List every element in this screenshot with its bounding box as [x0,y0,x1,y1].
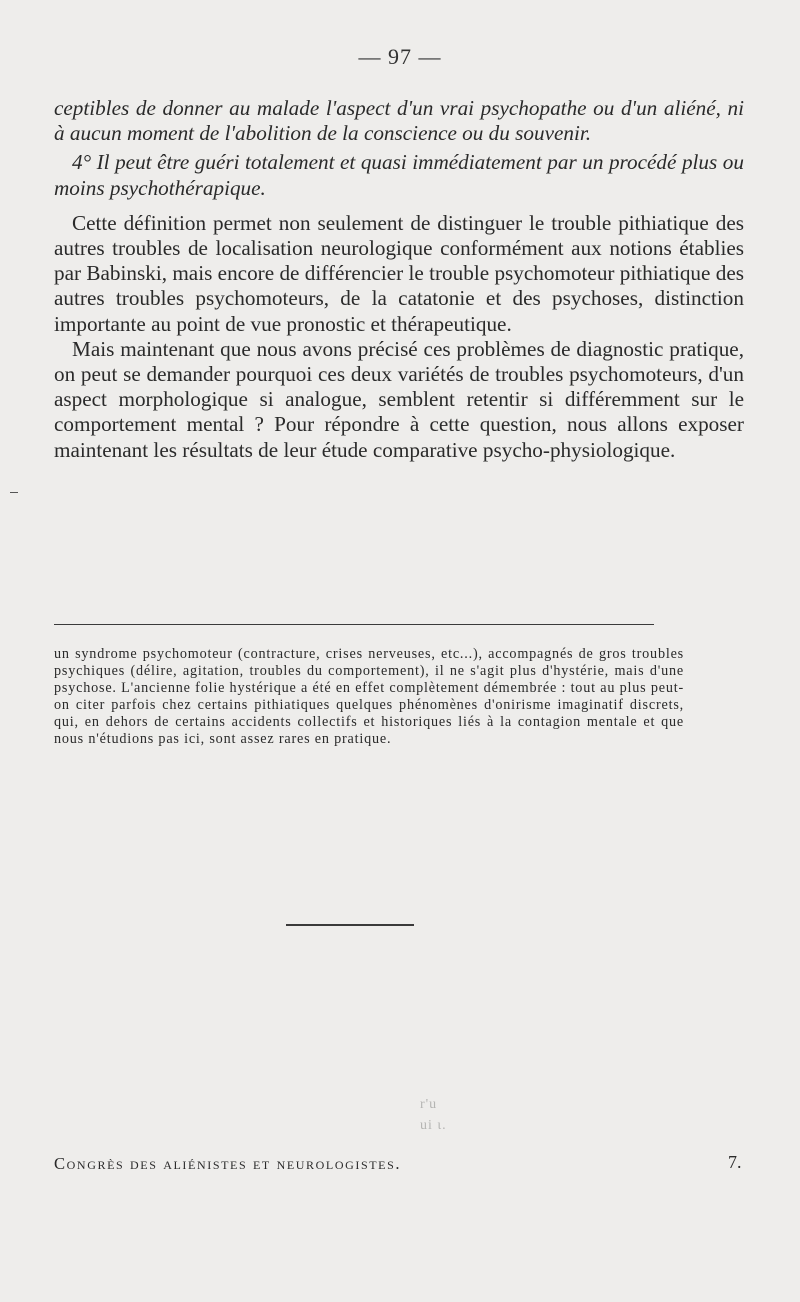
margin-mark [10,492,18,493]
show-through-text: ui ι. [420,1118,447,1133]
page-number: — 97 — [358,44,442,69]
footnote-rule [54,624,654,625]
footnote-text: un syndrome psychomoteur (contracture, crises nerveuses, etc...), accompagnés de gros troubles psychiques (délire, agitation, troubles du comportement), il ne s'agit plus d'hystérie, mais d'une psychose. L'ancienne folie hystérique a été en effet complètement démembrée : tout au plus peut-on citer parfois chez certains pithiatiques quelques phénomènes d'onirisme imaginatif discrets, qui, en dehors de certains accidents collectifs et historiques liés à la contagion mentale et que nous n'étudions pas ici, sont assez rares en pratique. [54,646,684,747]
main-text [54,96,744,463]
paragraph-comparison: Mais maintenant que nous avons précisé ces problèmes de diagnostic pratique, on peut se demander pourquoi ces deux variétés de troubles psychomoteurs, d'un aspect morphologique si analogue, semblent retentir si différemment sur le comportement mental ? Pour répondre à cette question, nous allons exposer maintenant les résultats de leur étude comparative psycho-physiologique. [54,336,744,462]
footnote [54,646,684,747]
italic-continuation: ceptibles de donner au malade l'aspect d'un vrai psychopathe ou d'un aliéné, ni à aucun moment de l'abolition de la conscience ou du souvenir. [54,96,744,146]
criterion-4: 4° Il peut être guéri totalement et quasi immédiatement par un procédé plus ou moins psychothérapique. [54,150,744,200]
paragraph-definition: Cette définition permet non seulement de distinguer le trouble pithiatique des autres troubles de localisation neurologique conformément aux notions établies par Babinski, mais encore de différencier le trouble psychomoteur pithiatique des autres troubles psychomoteurs, de la catatonie et des psychoses, distinction importante au point de vue pronostic et thérapeutique. [54,210,744,336]
footer-signature: Congrès des aliénistes et neurologistes. [54,1154,402,1173]
section-divider [286,924,414,926]
signature-number: 7. [728,1152,742,1172]
show-through-text: r'u [420,1097,438,1112]
